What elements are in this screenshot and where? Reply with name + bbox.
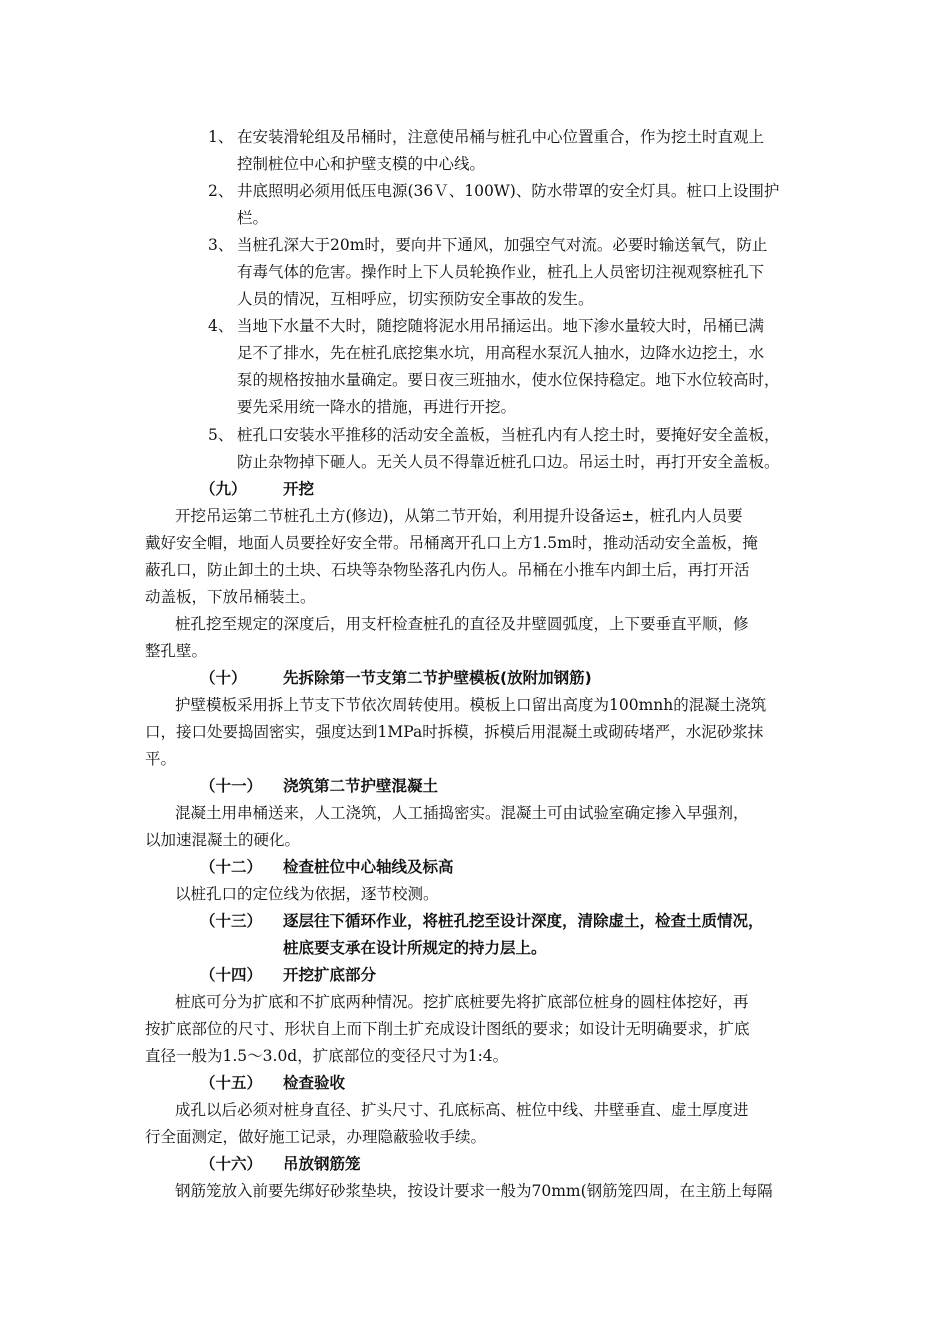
paragraph-line: 以加速混凝土的硬化。 [145, 831, 301, 849]
section-title: 浇筑第二节护壁混凝土 [283, 777, 439, 795]
list-number: 4、 [208, 317, 234, 335]
paragraph-line: 开挖吊运第二节桩孔土方(修边)，从第二节开始，利用提升设备运±，桩孔内人员要 [175, 507, 743, 525]
paragraph-line: 按扩底部位的尺寸、形状自上而下削土扩充成设计图纸的要求；如设计无明确要求，扩底 [145, 1020, 750, 1038]
paragraph-line: 蔽孔口，防止卸土的土块、石块等杂物坠落孔内伤人。吊桶在小推车内卸土后，再打开活 [145, 561, 750, 579]
list-line: 井底照明必须用低压电源(36Ｖ、100W)、防水带罩的安全灯具。桩口上设围护 [237, 182, 780, 200]
list-line: 桩孔口安装水平推移的活动安全盖板，当桩孔内有人挖土时，要掩好安全盖板， [237, 426, 780, 444]
list-line: 当桩孔深大于20m时，要向井下通风，加强空气对流。必要时输送氧气，防止 [237, 236, 768, 254]
list-number: 1、 [208, 128, 234, 146]
list-line: 防止杂物掉下砸人。无关人员不得靠近桩孔口边。吊运土时，再打开安全盖板。 [237, 453, 780, 471]
section-title: 检查桩位中心轴线及标高 [283, 858, 454, 876]
section-title: 先拆除第一节支第二节护壁模板(放附加钢筋) [283, 669, 592, 687]
paragraph-line: 以桩孔口的定位线为依据，逐节校测。 [175, 885, 439, 903]
section-title: 检查验收 [283, 1074, 346, 1092]
section-title: 开挖 [283, 480, 315, 498]
paragraph-line: 动盖板，下放吊桶装土。 [145, 588, 316, 606]
paragraph-line: 直径一般为1.5～3.0d，扩底部位的变径尺寸为1:4。 [145, 1047, 509, 1065]
section-number: （十） [200, 669, 247, 687]
paragraph-line: 平。 [145, 750, 177, 768]
list-line: 当地下水量不大时，随挖随将泥水用吊捅运出。地下渗水量较大时，吊桶已满 [237, 317, 765, 335]
paragraph-line: 混凝土用串桶送来，人工浇筑，人工插捣密实。混凝土可由试验室确定掺入早强剂， [175, 804, 749, 822]
list-number: 2、 [208, 182, 234, 200]
list-line: 有毒气体的危害。操作时上下人员轮换作业，桩孔上人员密切注视观察桩孔下 [237, 263, 765, 281]
section-number: （十二） [200, 858, 263, 876]
paragraph-line: 护壁模板采用拆上节支下节依次周转使用。模板上口留出高度为100mnh的混凝土浇筑 [175, 696, 767, 714]
list-line: 人员的情况，互相呼应，切实预防安全事故的发生。 [237, 290, 594, 308]
list-line: 泵的规格按抽水量确定。要日夜三班抽水，使水位保持稳定。地下水位较高时， [237, 371, 780, 389]
list-line: 控制桩位中心和护壁支模的中心线。 [237, 155, 486, 173]
paragraph-line: 戴好安全帽，地面人员要拴好安全带。吊桶离开孔口上方1.5m时，推动活动安全盖板，掩 [145, 534, 758, 552]
list-number: 5、 [208, 426, 234, 444]
list-line: 要先采用统一降水的措施，再进行开挖。 [237, 398, 517, 416]
list-line: 栏。 [237, 209, 269, 227]
section-number: （九） [200, 480, 247, 498]
section-title: 逐层往下循环作业，将桩孔挖至设计深度，清除虚土，检查土质情况， [283, 912, 764, 930]
section-number: （十四） [200, 966, 263, 984]
section-title-continued: 桩底要支承在设计所规定的持力层上。 [283, 939, 547, 957]
list-number: 3、 [208, 236, 234, 254]
paragraph-line: 行全面测定，做好施工记录，办理隐蔽验收手续。 [145, 1128, 487, 1146]
section-number: （十六） [200, 1155, 263, 1173]
paragraph-line: 桩孔挖至规定的深度后，用支杆检查桩孔的直径及井壁圆弧度，上下要垂直平顺，修 [175, 615, 749, 633]
list-line: 足不了排水，先在桩孔底挖集水坑，用高程水泵沉人抽水，边降水边挖土，水 [237, 344, 765, 362]
section-number: （十五） [200, 1074, 263, 1092]
list-line: 在安装滑轮组及吊桶时，注意使吊桶与桩孔中心位置重合，作为挖土时直观上 [237, 128, 765, 146]
section-number: （十三） [200, 912, 263, 930]
section-title: 开挖扩底部分 [283, 966, 377, 984]
section-title: 吊放钢筋笼 [283, 1155, 361, 1173]
section-number: （十一） [200, 777, 263, 795]
paragraph-line: 口，接口处要捣固密实，强度达到1MPa时拆模，拆模后用混凝土或砌砖堵严，水泥砂浆抹 [145, 723, 764, 741]
paragraph-line: 成孔以后必须对桩身直径、扩头尺寸、孔底标高、桩位中线、井壁垂直、虚土厚度进 [175, 1101, 749, 1119]
paragraph-line: 钢筋笼放入前要先绑好砂浆垫块，按设计要求一般为70mm(钢筋笼四周，在主筋上每隔 [175, 1182, 773, 1200]
paragraph-line: 整孔壁。 [145, 642, 208, 660]
paragraph-line: 桩底可分为扩底和不扩底两种情况。挖扩底桩要先将扩底部位桩身的圆柱体挖好，再 [175, 993, 749, 1011]
